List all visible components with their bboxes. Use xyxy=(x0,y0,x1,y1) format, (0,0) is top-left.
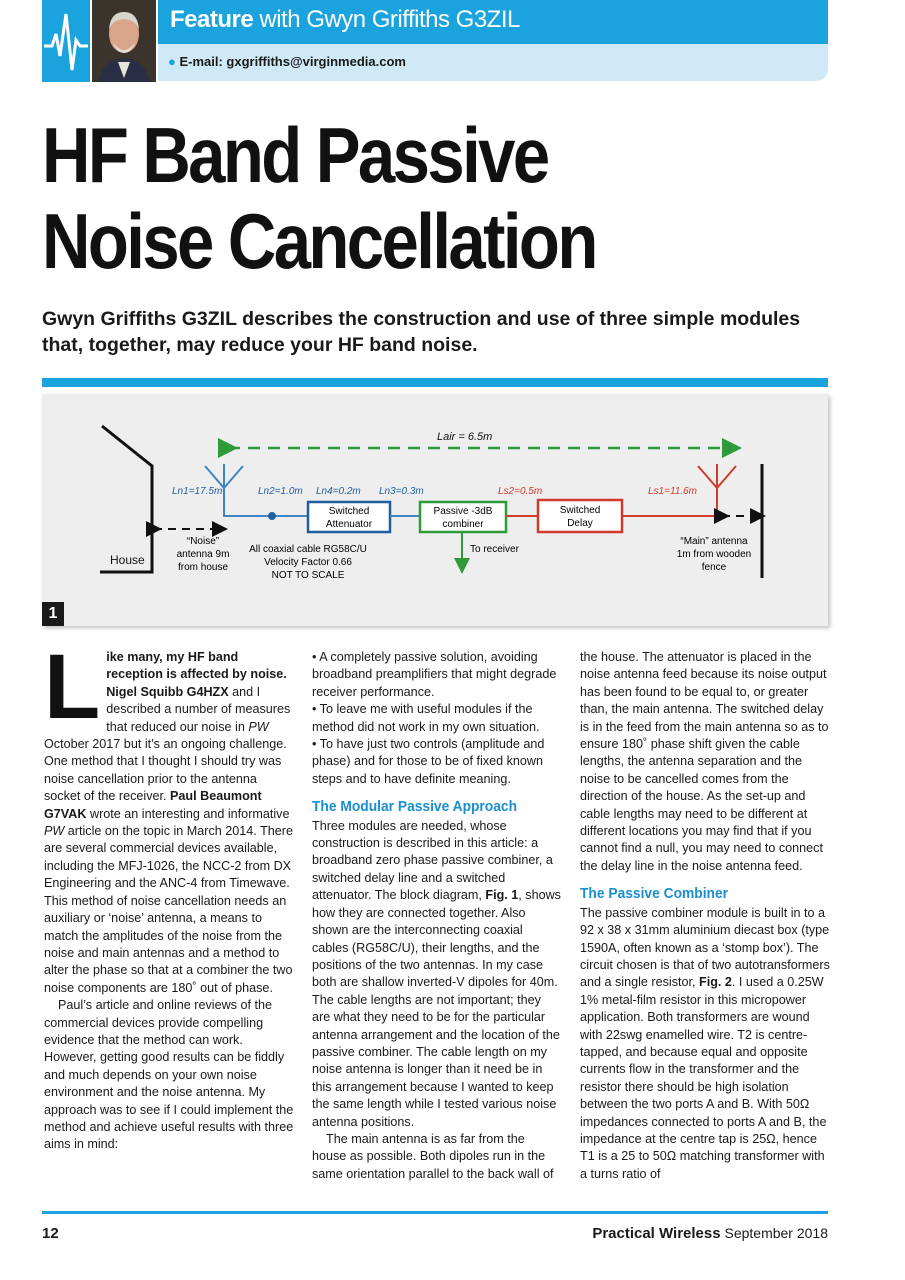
house-outline xyxy=(100,426,152,572)
svg-text:Ls2=0.5m: Ls2=0.5m xyxy=(498,486,543,497)
svg-text:1m from wooden: 1m from wooden xyxy=(676,549,752,560)
divider xyxy=(42,378,828,387)
bullet-item: • To have just two controls (amplitude and phase) and for those to be of fixed known steps and to have definite meaning. xyxy=(312,737,545,786)
author-portrait-icon xyxy=(92,0,156,82)
svg-text:Delay: Delay xyxy=(567,518,593,529)
author-photo xyxy=(92,0,156,82)
svg-text:Ln4=0.2m: Ln4=0.2m xyxy=(316,486,361,497)
svg-text:fence: fence xyxy=(701,562,727,573)
svg-text:To receiver: To receiver xyxy=(470,544,519,555)
connector-dot xyxy=(268,512,276,520)
paragraph: Paul’s article and online reviews of the commercial devices provide compelling evidence that the method can work. However, getting good results can be fiddly and much depends on your own noise environment and the noise antenna. My approach was to see if I could implement the method and achieve useful results with three aims in mind: xyxy=(44,998,294,1152)
author-email: ● E-mail: gxgriffiths@virginmedia.com xyxy=(168,54,406,69)
page-number: 12 xyxy=(42,1225,59,1242)
block-diagram xyxy=(42,394,828,626)
section-heading: The Passive Combiner xyxy=(580,885,729,903)
svg-text:“Noise”: “Noise” xyxy=(186,536,220,547)
paragraph: the house. The attenuator is placed in the noise antenna feed because its noise output has been found to be equal to, or greater than, the main antenna. The switched delay is in the feed from the main antenna so as to ensure 180˚ phase shift given the cable lengths, the antenna separation and the noise to be cancelled comes from the direction of the house. As the set-up and cable lengths may need to be different at different locations you may find that if you cannot find a null, you may need to connect the delay line in the noise antenna feed. xyxy=(580,650,829,873)
figure-number: 1 xyxy=(42,602,64,626)
svg-text:antenna 9m: antenna 9m xyxy=(176,549,230,560)
svg-text:Ln1=17.5m: Ln1=17.5m xyxy=(172,486,223,497)
paragraph: The passive combiner module is built in to a 92 x 38 x 31mm aluminium diecast box (type 1590A, often known as a ‘stomp box’). The circuit chosen is that of two autotransformers and a single resistor, Fig. 2. I used a 0.25W 1% metal-film resistor in this micropower application. Both transformers are wound with 22swg enamelled wire. T2 is centre-tapped, and because equal and opposite currents flow in the transformer and the resistor there should be high isolation between the two ports A and B. With 50Ω impedances connected to ports A and B, the impedance at the centre tap is 25Ω, hence T1 is a 25 to 50Ω matching transformer with a turns ratio of xyxy=(580,905,830,1181)
svg-text:Switched: Switched xyxy=(559,505,601,516)
house-label: House xyxy=(110,553,145,567)
svg-text:combiner: combiner xyxy=(442,519,484,530)
section-heading: The Modular Passive Approach xyxy=(312,798,518,816)
waveform-icon xyxy=(42,0,90,82)
svg-text:Passive -3dB: Passive -3dB xyxy=(433,506,493,517)
svg-text:Ln3=0.3m: Ln3=0.3m xyxy=(379,486,424,497)
standfirst: Gwyn Griffiths G3ZIL describes the construction and use of three simple modules that, together, may reduce your HF band noise. xyxy=(42,308,801,356)
article-title: HF Band Passive Noise Cancellation xyxy=(42,111,596,285)
svg-text:NOT TO SCALE: NOT TO SCALE xyxy=(271,570,345,581)
paragraph: Three modules are needed, whose construction is described in this article: a broadband zero phase passive combiner, a switched delay line and a switched attenuator. The block diagram, Fig. 1, shows how they are connected together. Also shown are the interconnecting coaxial cables (RG58C/U), their lengths, and the positions of the two antennas. In my case both are shallow inverted-V dipoles for 40m. The cable lengths are not important; they are what they need to be for the particular antenna arrangement and the location of the passive combiner. The cable length on my noise antenna is longer than it need be in this arrangement because I wanted to keep the same length while I tested various noise antenna positions. xyxy=(312,818,561,1129)
svg-text:Attenuator: Attenuator xyxy=(325,519,373,530)
footer-rule xyxy=(42,1211,828,1214)
svg-text:Ls1=11.6m: Ls1=11.6m xyxy=(648,486,698,497)
column-1 xyxy=(44,636,294,1154)
svg-text:Velocity Factor 0.66: Velocity Factor 0.66 xyxy=(264,557,352,568)
svg-text:Ln2=1.0m: Ln2=1.0m xyxy=(258,486,303,497)
feature-title: Feature with Gwyn Griffiths G3ZIL xyxy=(170,6,520,33)
column-2 xyxy=(312,649,562,1183)
svg-text:“Main” antenna: “Main” antenna xyxy=(680,536,748,547)
svg-text:All coaxial cable RG58C/U: All coaxial cable RG58C/U xyxy=(249,544,367,555)
figure-1 xyxy=(42,394,828,626)
feature-logo xyxy=(42,0,90,82)
drop-cap: L xyxy=(44,636,101,738)
magazine-name: Practical Wireless September 2018 xyxy=(592,1225,828,1242)
bullet-item: • To leave me with useful modules if the method did not work in my own situation. xyxy=(312,702,540,734)
paragraph: Like many, my HF band reception is affected by noise. Nigel Squibb G4HZX and I described a number of measures that reduced our noise in PW October 2017 but it’s an ongoing challenge. One method that I thought I should try was noise cancellation prior to the antenna socket of the receiver. Paul Beaumont G7VAK wrote an interesting and informative PW article on the topic in March 2014. There are several commercial devices available, including the MFJ-1026, the NCC-2 from DX Engineering and the ANC-4 from Timewave. This method of noise cancellation needs an auxiliary or ‘noise’ antenna, a means to match the amplitudes of the noise from the noise and main antennas and a method to alter the phase so that at a combiner the two noise components are 180˚ out of phase. xyxy=(44,636,293,995)
column-3 xyxy=(580,649,830,1183)
bullet-item: • A completely passive solution, avoiding broadband preamplifiers that might degrade receiver performance. xyxy=(312,650,557,699)
svg-text:from house: from house xyxy=(177,562,229,573)
paragraph: The main antenna is as far from the house as possible. Both dipoles run in the same orientation parallel to the back wall of xyxy=(312,1131,554,1181)
svg-text:Switched: Switched xyxy=(328,506,370,517)
lair-label: Lair = 6.5m xyxy=(437,431,493,443)
